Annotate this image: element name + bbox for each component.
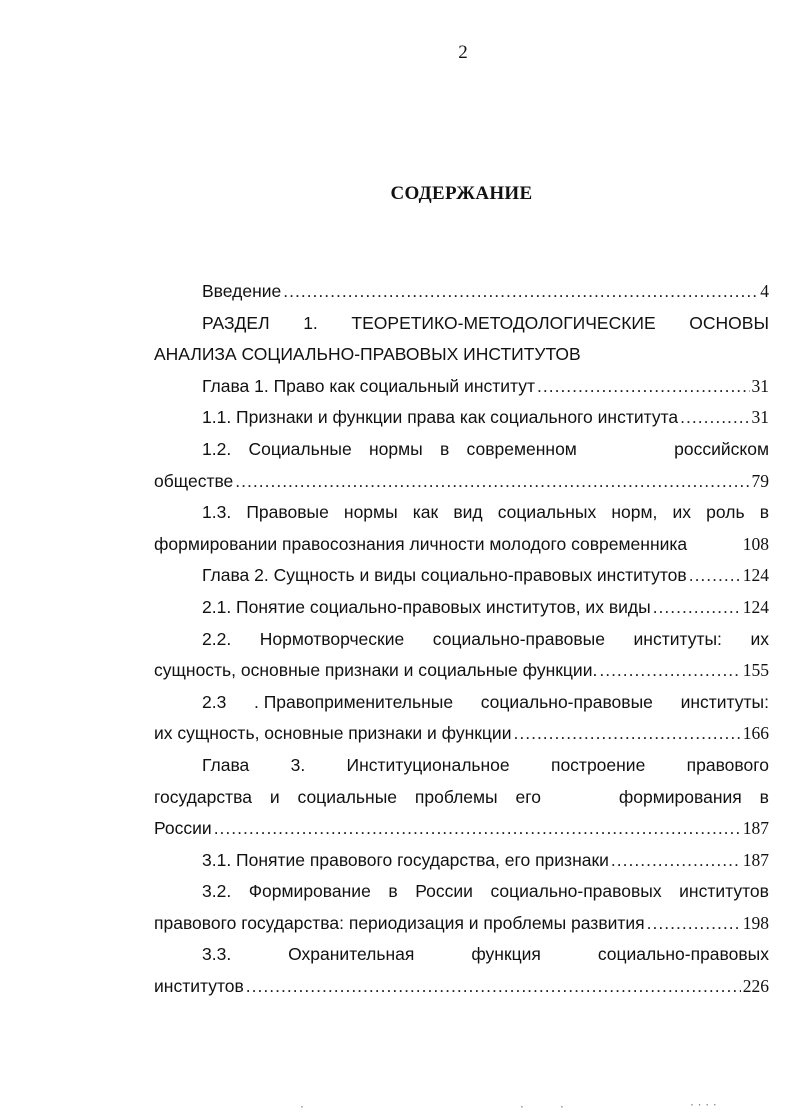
dot-leader (599, 655, 740, 687)
word: в (388, 881, 398, 902)
toc-entry-chapter-1 (154, 371, 769, 403)
word: институты: (633, 628, 722, 649)
toc-entry-1-3-line1 (154, 497, 769, 529)
toc-label: формировании правосознания личности молодого современника (154, 533, 688, 554)
word: 2.2. (202, 628, 232, 649)
toc-entry-3-3-line2 (154, 971, 769, 1003)
toc-entry-2-2-line2 (154, 655, 769, 687)
word: социально-правовые (480, 691, 653, 712)
toc-entry-2-3-line1 (154, 687, 769, 719)
word: его (515, 786, 541, 807)
toc-entry-3-2-line1 (154, 876, 769, 908)
word: 3.3. (202, 944, 232, 965)
table-of-contents (154, 276, 769, 1003)
dot-leader (235, 466, 749, 498)
toc-label: их сущность, основные признаки и функции (154, 723, 512, 744)
word: 3. (290, 754, 306, 775)
word: социальные (297, 786, 398, 807)
toc-page: 31 (751, 375, 769, 396)
toc-entry-chapter-3-line2 (154, 782, 769, 814)
word: Правовые (246, 502, 329, 523)
word: Охранительная (288, 944, 415, 965)
dot-leader (537, 371, 750, 403)
word: как (412, 502, 439, 523)
scan-speck: · (520, 1100, 524, 1114)
toc-entry-intro (154, 276, 769, 308)
toc-label: АНАЛИЗА СОЦИАЛЬНО-ПРАВОВЫХ ИНСТИТУТОВ (154, 344, 581, 365)
word: Глава (202, 754, 250, 775)
toc-entry-chapter-2 (154, 560, 769, 592)
word: их (672, 502, 692, 523)
toc-label: 1.1. Признаки и функции права как социального института (202, 407, 679, 428)
word: ТЕОРЕТИКО-МЕТОДОЛОГИЧЕСКИЕ (351, 312, 656, 333)
toc-page: 187 (742, 849, 769, 870)
toc-page: 79 (751, 470, 769, 491)
word: их (750, 628, 769, 649)
word: функция (471, 944, 541, 965)
word: в (759, 786, 769, 807)
word: Формирование (248, 881, 371, 902)
word: в (439, 438, 450, 459)
toc-label: Глава 2. Сущность и виды социально-правовых институтов (202, 565, 687, 586)
word: роль (706, 502, 745, 523)
toc-entry-1-1 (154, 402, 769, 434)
word: современном (466, 438, 577, 459)
toc-entry-1-2-line1 (154, 434, 769, 466)
word: проблемы (414, 786, 498, 807)
word: институты: (680, 691, 769, 712)
word: формирования (618, 786, 742, 807)
toc-entry-3-3-line1 (154, 939, 769, 971)
dot-leader (653, 592, 741, 624)
toc-label: сущность, основные признаки и социальные функции. (154, 660, 598, 681)
toc-label: институтов (154, 976, 244, 997)
word: 1.2. (202, 438, 232, 459)
toc-entry-2-3-line2 (154, 718, 769, 750)
word: нормы (368, 438, 423, 459)
word: Нормотворческие (259, 628, 405, 649)
word: . Правоприменительные (254, 691, 454, 712)
toc-entry-1-3-line2 (154, 529, 769, 561)
word: Социальные (248, 438, 352, 459)
toc-label: России (154, 818, 212, 839)
word: Институциональное (346, 754, 510, 775)
toc-page: 198 (742, 912, 769, 933)
word: социально-правовых (490, 881, 662, 902)
dot-leader (647, 908, 741, 940)
word: 1.3. (202, 502, 232, 523)
dot-leader (680, 402, 749, 434)
toc-page: 226 (742, 976, 769, 997)
toc-entry-2-1 (154, 592, 769, 624)
word: в (759, 502, 769, 523)
word: 2.3 (202, 691, 227, 712)
dot-leader (246, 971, 741, 1003)
dot-leader (689, 560, 741, 592)
scan-speck: · (300, 1100, 304, 1114)
toc-entry-2-2-line1 (154, 624, 769, 656)
toc-page: 124 (742, 596, 769, 617)
toc-title: СОДЕРЖАНИЕ (390, 183, 533, 204)
dot-leader (214, 813, 741, 845)
word: нормы (343, 502, 398, 523)
toc-label: Глава 1. Право как социальный институт (202, 375, 535, 396)
toc-entry-3-1 (154, 845, 769, 877)
toc-page: 31 (751, 407, 769, 428)
toc-page: 166 (742, 723, 769, 744)
word: РАЗДЕЛ (202, 312, 270, 333)
toc-page: 155 (742, 660, 769, 681)
toc-entry-chapter-3-line3 (154, 813, 769, 845)
word: социально-правовые (432, 628, 605, 649)
toc-page: 124 (742, 565, 769, 586)
toc-label: обществе (154, 470, 234, 491)
toc-page: 108 (742, 533, 769, 554)
word: институтов (679, 881, 769, 902)
word: социально-правовых (597, 944, 769, 965)
toc-entry-3-2-line2 (154, 908, 769, 940)
toc-label: 3.1. Понятие правового государства, его признаки (202, 849, 609, 870)
toc-label: Введение (202, 281, 282, 301)
toc-page: 187 (742, 818, 769, 839)
toc-section-1-line2 (154, 339, 769, 371)
word: российском (674, 438, 769, 459)
dot-leader (611, 845, 741, 877)
word: вид (453, 502, 483, 523)
toc-entry-1-2-line2 (154, 466, 769, 498)
toc-label: правового государства: периодизация и проблемы развития (154, 912, 645, 933)
toc-entry-chapter-3-line1 (154, 750, 769, 782)
dot-leader (514, 718, 741, 750)
word: социальных (497, 502, 597, 523)
dot-leader (283, 276, 758, 308)
word: норм, (611, 502, 658, 523)
word: построение (550, 754, 646, 775)
toc-label: 2.1. Понятие социально-правовых институтов, их виды (202, 596, 651, 617)
word: правового (686, 754, 769, 775)
toc-page: 4 (760, 281, 769, 301)
scan-speck: · (560, 1100, 564, 1114)
toc-section-1-line1 (154, 308, 769, 340)
word: 1. (303, 312, 318, 333)
word: государства (154, 786, 252, 807)
page-number: 2 (458, 42, 468, 63)
word: России (415, 881, 473, 902)
word: 3.2. (202, 881, 232, 902)
word: и (269, 786, 280, 807)
word: ОСНОВЫ (689, 312, 769, 333)
scan-speck: · · · · (690, 1098, 717, 1112)
